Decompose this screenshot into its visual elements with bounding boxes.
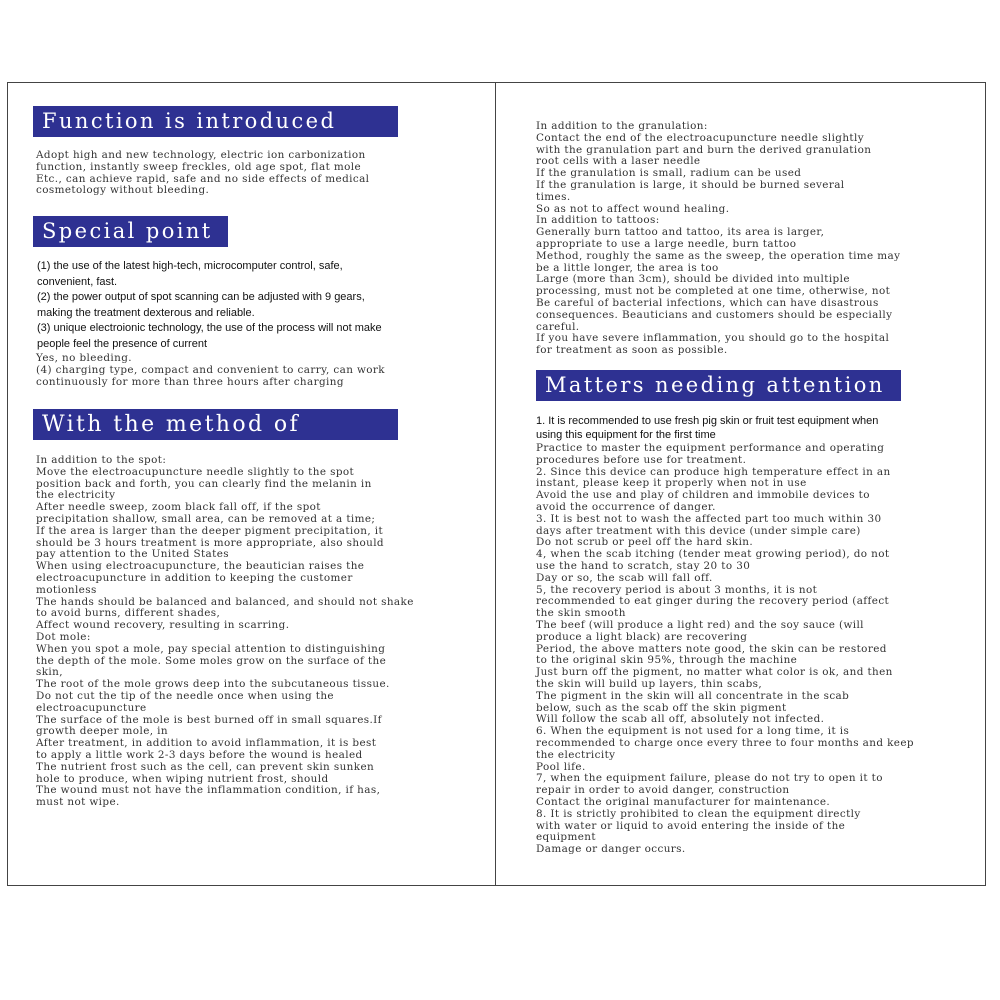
granulation-paragraph: In addition to the granulation: Contact the end of the electroacupuncture needle slightly with the granulation part and burn the derived granulation root cells with a laser needle If the granulation is small, radium can be used If the granulation is large, it should be burned several times. So as not to affect wound healing. In addition to tattoos: Generally burn tattoo and tattoo, its area is larger, appropriate to use a large needle, burn tattoo Method, roughly the same as the sweep, the operation time may be a little longer, the area is too Large (more than 3cm), should be divided into multiple processing, must not be completed at one time, otherwise, not Be careful of bacterial infections, which can have disastrous consequences. Beauticians and customers should be especially careful. If you have severe inflammation, you should go to the hospital for treatment as soon as possible. bbox=[536, 120, 901, 357]
attention-first-item: 1. It is recommended to use fresh pig skin or fruit test equipment when using this equipment for the first time bbox=[536, 415, 879, 441]
function-paragraph: Adopt high and new technology, electric ion carbonization function, instantly sweep freckles, old age spot, flat mole Etc., can achieve rapid, safe and no side effects of medical cosmetology without bleeding. bbox=[36, 149, 370, 197]
right-page bbox=[496, 82, 986, 886]
method-paragraph: In addition to the spot: Move the electroacupuncture needle slightly to the spot position back and forth, you can clearly find the melanin in the electricity After needle sweep, zoom black fall off, if the spot precipitation shallow, small area, can be removed at a time; If the area is larger than the deeper pigment precipitation, it should be 3 hours treatment is more appropriate, also should pay attention to the United States When using electroacupuncture, the beautician raises the electroacupuncture in addition to keeping the customer motionless The hands should be balanced and balanced, and should not shake to avoid burns, different shades, Affect wound recovery, resulting in scarring. Dot mole: When you spot a mole, pay special attention to distinguishing the depth of the mole. Some moles grow on the surface of the skin, The root of the mole grows deep into the subcutaneous tissue. Do not cut the tip of the needle once when using the electroacupuncture The surface of the mole is best burned off in small squares.If growth deeper mole, in After treatment, in addition to avoid inflammation, it is best to apply a little work 2-3 days before the wound is healed The nutrient frost such as the cell, can prevent skin sunken hole to produce, when wiping nutrient frost, should The wound must not have the inflammation condition, if has, must not wipe. bbox=[36, 454, 414, 809]
attention-list: Practice to master the equipment performance and operating procedures before use for treatment. 2. Since this device can produce high temperature effect in an instant, please keep it properly when not in use Avoid the use and play of children and immobile devices to avoid the occurrence of danger. 3. It is best not to wash the affected part too much within 30 days after treatment with this device (under simple care) Do not scrub or peel off the hard skin. 4, when the scab itching (tender meat growing period), do not use the hand to scratch, stay 20 to 30 Day or so, the scab will fall off. 5, the recovery period is about 3 months, it is not recommended to eat ginger during the recovery period (affect the skin smooth The beef (will produce a light red) and the soy sauce (will produce a light black) are recovering Period, the above matters note good, the skin can be restored to the original skin 95%, through the machine Just burn off the pigment, no matter what color is ok, and then the skin will build up layers, thin scabs, The pigment in the skin will all concentrate in the scab below, such as the scab off the skin pigment Will follow the scab all off, absolutely not infected. 6. When the equipment is not used for a long time, it is recommended to charge once every three to four months and keep the electricity Pool life. 7, when the equipment failure, please do not try to open it to repair in order to avoid danger, construction Contact the original manufacturer for maintenance. 8. It is strictly prohibited to clean the equipment directly with water or liquid to avoid entering the inside of the equipment Damage or danger occurs. bbox=[536, 442, 914, 856]
special-points-list: (1) the use of the latest high-tech, microcomputer control, safe, convenient, fast. (2) the power output of spot scanning can be adjusted with 9 gears, making the treatment dexterous and reliable. (3) unique electroionic technology, the use of the process will not make people feel the presence of current bbox=[37, 260, 382, 350]
function-heading: Function is introduced bbox=[33, 106, 398, 137]
left-page bbox=[7, 82, 496, 886]
attention-heading: Matters needing attention bbox=[536, 370, 901, 401]
special-heading: Special point bbox=[33, 216, 228, 247]
method-heading: With the method of bbox=[33, 409, 398, 440]
special-points-continued: Yes, no bleeding. (4) charging type, compact and convenient to carry, can work continuously for more than three hours after charging bbox=[36, 352, 386, 388]
